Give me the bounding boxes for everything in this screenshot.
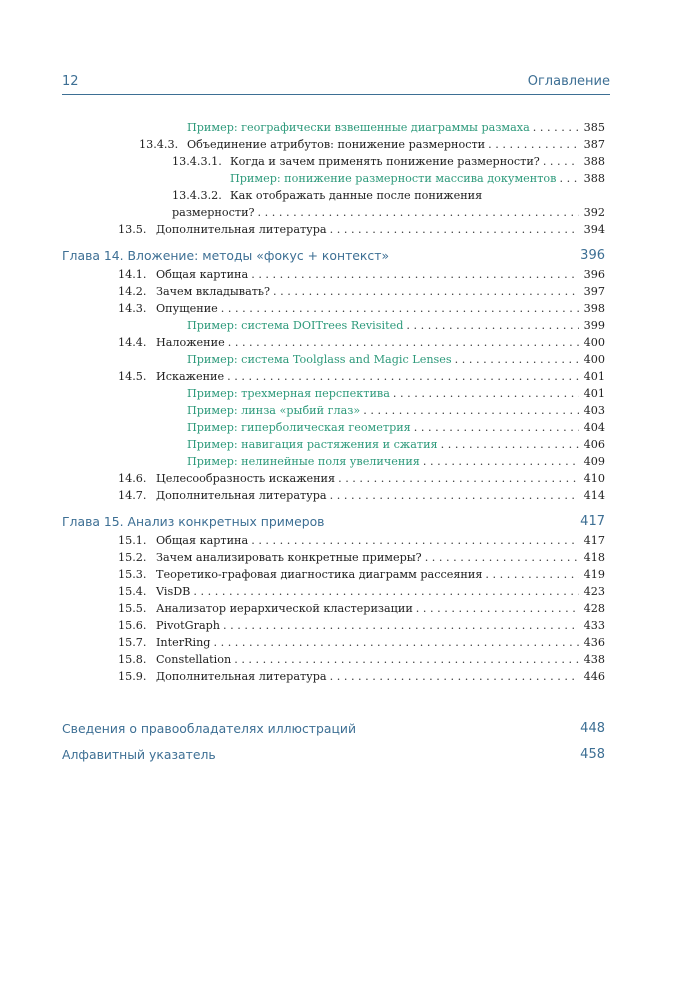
leader-dots: [543, 153, 579, 170]
toc-entry-number: 14.3.: [118, 302, 147, 315]
toc-entry-title: Пример: нелинейные поля увеличения: [187, 455, 420, 468]
toc-entry-title-continued: размерности?: [172, 206, 255, 219]
toc-entry-page: 388: [583, 155, 605, 168]
toc-entry-page: 414: [583, 489, 605, 502]
toc-entry-title: VisDB: [156, 585, 191, 598]
toc-entry[interactable]: [172, 153, 605, 170]
toc-entry-page: 392: [583, 206, 605, 219]
leader-dots: [234, 651, 579, 668]
toc-entry-page: 433: [583, 619, 605, 632]
toc-entry-number: 13.5.: [118, 223, 147, 236]
toc-entry-title: Целесообразность искажения: [156, 472, 336, 485]
toc-entry[interactable]: [187, 119, 605, 136]
back-matter-page: 458: [580, 747, 605, 762]
back-matter-title: Сведения о правообладателях иллюстраций: [62, 721, 357, 736]
toc-entry[interactable]: [187, 385, 605, 402]
toc-entry-title: Пример: линза «рыбий глаз»: [187, 404, 361, 417]
toc-entry-title: Наложение: [156, 336, 225, 349]
leader-dots: [251, 266, 579, 283]
toc-entry-page: 397: [583, 285, 605, 298]
leader-dots: [441, 436, 579, 453]
leader-dots: [330, 487, 579, 504]
leader-dots: [330, 221, 579, 238]
toc-entry-title: Зачем вкладывать?: [156, 285, 271, 298]
leader-dots: [227, 368, 579, 385]
leader-dots: [258, 204, 579, 221]
chapter-title: Глава 15. Анализ конкретных примеров: [62, 514, 325, 529]
toc-entry-page: 436: [583, 636, 605, 649]
toc-entry-title: Constellation: [156, 653, 232, 666]
toc-entry-title: Искажение: [156, 370, 225, 383]
toc-entry-page: 446: [583, 670, 605, 683]
toc-entry-number: 15.1.: [118, 534, 147, 547]
back-matter-page: 448: [580, 721, 605, 736]
toc-entry[interactable]: [187, 351, 605, 368]
toc-entry[interactable]: [118, 566, 605, 583]
leader-dots: [393, 385, 579, 402]
toc-entry-title: Пример: географически взвешенные диаграммы размаха: [187, 121, 530, 134]
toc-entry[interactable]: [118, 634, 605, 651]
toc-entry-page: 428: [583, 602, 605, 615]
toc-entry-page: 399: [583, 319, 605, 332]
leader-dots: [414, 419, 579, 436]
toc-entry-title: Анализатор иерархической кластеризации: [156, 602, 413, 615]
toc-entry-number: 15.2.: [118, 551, 147, 564]
toc-entry-page: 400: [583, 353, 605, 366]
toc-entry-number: 15.4.: [118, 585, 147, 598]
toc-entry-title: Дополнительная литература: [156, 223, 327, 236]
chapter-page: 396: [580, 248, 605, 263]
toc-entry[interactable]: [118, 487, 605, 504]
toc-entry-title: Теоретико-графовая диагностика диаграмм рассеяния: [156, 568, 483, 581]
leader-dots: [330, 668, 579, 685]
toc-entry-title: Пример: трехмерная перспектива: [187, 387, 390, 400]
leader-dots: [221, 300, 579, 317]
toc-entry-page: 403: [583, 404, 605, 417]
toc-entry-wrapped[interactable]: [172, 187, 605, 204]
leader-dots: [406, 317, 579, 334]
toc-entry[interactable]: [118, 549, 605, 566]
toc-entry-number: 15.8.: [118, 653, 147, 666]
toc-entry[interactable]: [118, 532, 605, 549]
toc-entry-page: 387: [583, 138, 605, 151]
toc-entry-title: Дополнительная литература: [156, 670, 327, 683]
toc-entry-number: 14.4.: [118, 336, 147, 349]
chapter-title: Глава 14. Вложение: методы «фокус + контекст»: [62, 248, 390, 263]
toc-entry-page: 409: [583, 455, 605, 468]
leader-dots: [416, 600, 579, 617]
toc-entry-title: PivotGraph: [156, 619, 220, 632]
toc-entry-title: Пример: понижение размерности массива документов: [230, 172, 557, 185]
toc-entry-page: 438: [583, 653, 605, 666]
leader-dots: [193, 583, 579, 600]
toc-entry-number: 13.4.3.2.: [172, 189, 222, 202]
toc-entry[interactable]: [230, 170, 605, 187]
toc-entry-page: 404: [583, 421, 605, 434]
toc-entry-page: 396: [583, 268, 605, 281]
toc-entry[interactable]: [118, 300, 605, 317]
toc-entry[interactable]: [118, 283, 605, 300]
back-matter-entry[interactable]: [62, 720, 605, 738]
toc-entry-title: Когда и зачем применять понижение размерности?: [230, 155, 540, 168]
toc-entry-page: 398: [583, 302, 605, 315]
toc-entry-title: InterRing: [156, 636, 211, 649]
chapter-heading[interactable]: [62, 247, 605, 265]
toc-entry-number: 14.5.: [118, 370, 147, 383]
leader-dots: [251, 532, 579, 549]
toc-entry[interactable]: [118, 668, 605, 685]
leader-dots: [455, 351, 579, 368]
toc-entry[interactable]: [187, 402, 605, 419]
toc-entry[interactable]: [118, 600, 605, 617]
leader-dots: [485, 566, 579, 583]
toc-entry-number: 13.4.3.1.: [172, 155, 222, 168]
leader-dots: [488, 136, 579, 153]
toc-entry-number: 15.7.: [118, 636, 147, 649]
leader-dots: [363, 402, 579, 419]
toc-entry-page: 401: [583, 370, 605, 383]
toc-entry[interactable]: [118, 651, 605, 668]
toc-entry-number: 14.6.: [118, 472, 147, 485]
toc-entry-page: 385: [583, 121, 605, 134]
leader-dots: [273, 283, 579, 300]
toc-entry[interactable]: [187, 317, 605, 334]
toc-entry-number: 15.9.: [118, 670, 147, 683]
toc-entry-number: 13.4.3.: [139, 138, 179, 151]
toc-entry-title: Опущение: [156, 302, 218, 315]
toc-entry-title: Пример: навигация растяжения и сжатия: [187, 438, 438, 451]
toc-entry-title: Общая картина: [156, 534, 249, 547]
toc-entry-page: 400: [583, 336, 605, 349]
toc-entry-page: 388: [583, 172, 605, 185]
toc-entry-number: 15.6.: [118, 619, 147, 632]
chapter-heading[interactable]: [62, 513, 605, 531]
toc-entry-page: 401: [583, 387, 605, 400]
toc-entry-title: Объединение атрибутов: понижение размерности: [187, 138, 486, 151]
toc-entry-title: Общая картина: [156, 268, 249, 281]
toc-entry[interactable]: [118, 266, 605, 283]
toc-entry-number: 14.2.: [118, 285, 147, 298]
toc-entry-number: 15.5.: [118, 602, 147, 615]
toc-entry-title: Пример: система Toolglass and Magic Lenses: [187, 353, 452, 366]
toc-entry-continuation[interactable]: [172, 204, 605, 221]
leader-dots: [423, 453, 579, 470]
toc-entry[interactable]: [187, 453, 605, 470]
leader-dots: [533, 119, 579, 136]
toc-entry-number: 15.3.: [118, 568, 147, 581]
toc-entry-page: 419: [583, 568, 605, 581]
section-title: Оглавление: [527, 74, 610, 89]
toc-entry-number: 14.1.: [118, 268, 147, 281]
leader-dots: [559, 170, 579, 187]
toc-entry[interactable]: [118, 617, 605, 634]
back-matter-entry[interactable]: [62, 746, 605, 764]
toc-entry[interactable]: [118, 470, 605, 487]
toc-entry[interactable]: [187, 419, 605, 436]
chapter-page: 417: [580, 514, 605, 529]
leader-dots: [223, 617, 579, 634]
toc-entry[interactable]: [118, 334, 605, 351]
toc-entry-title: Как отображать данные после понижения: [230, 189, 483, 202]
leader-dots: [228, 334, 579, 351]
back-matter-title: Алфавитный указатель: [62, 747, 216, 762]
toc-entry-page: 406: [583, 438, 605, 451]
toc-entry-page: 417: [583, 534, 605, 547]
toc-entry-title: Зачем анализировать конкретные примеры?: [156, 551, 422, 564]
toc-entry-page: 410: [583, 472, 605, 485]
toc-entry[interactable]: [118, 583, 605, 600]
toc-entry[interactable]: [118, 221, 605, 238]
toc-entry-title: Пример: система DOITrees Revisited: [187, 319, 404, 332]
running-header: [62, 72, 610, 95]
toc-entry[interactable]: [139, 136, 605, 153]
toc-entry-number: 14.7.: [118, 489, 147, 502]
page-number: 12: [62, 74, 79, 89]
toc-entry-page: 394: [583, 223, 605, 236]
toc-entry-page: 423: [583, 585, 605, 598]
toc-entry-title: Пример: гиперболическая геометрия: [187, 421, 411, 434]
leader-dots: [425, 549, 579, 566]
toc-entry-title: Дополнительная литература: [156, 489, 327, 502]
leader-dots: [213, 634, 579, 651]
toc-entry-page: 418: [583, 551, 605, 564]
leader-dots: [338, 470, 579, 487]
toc-entry[interactable]: [118, 368, 605, 385]
toc-entry[interactable]: [187, 436, 605, 453]
